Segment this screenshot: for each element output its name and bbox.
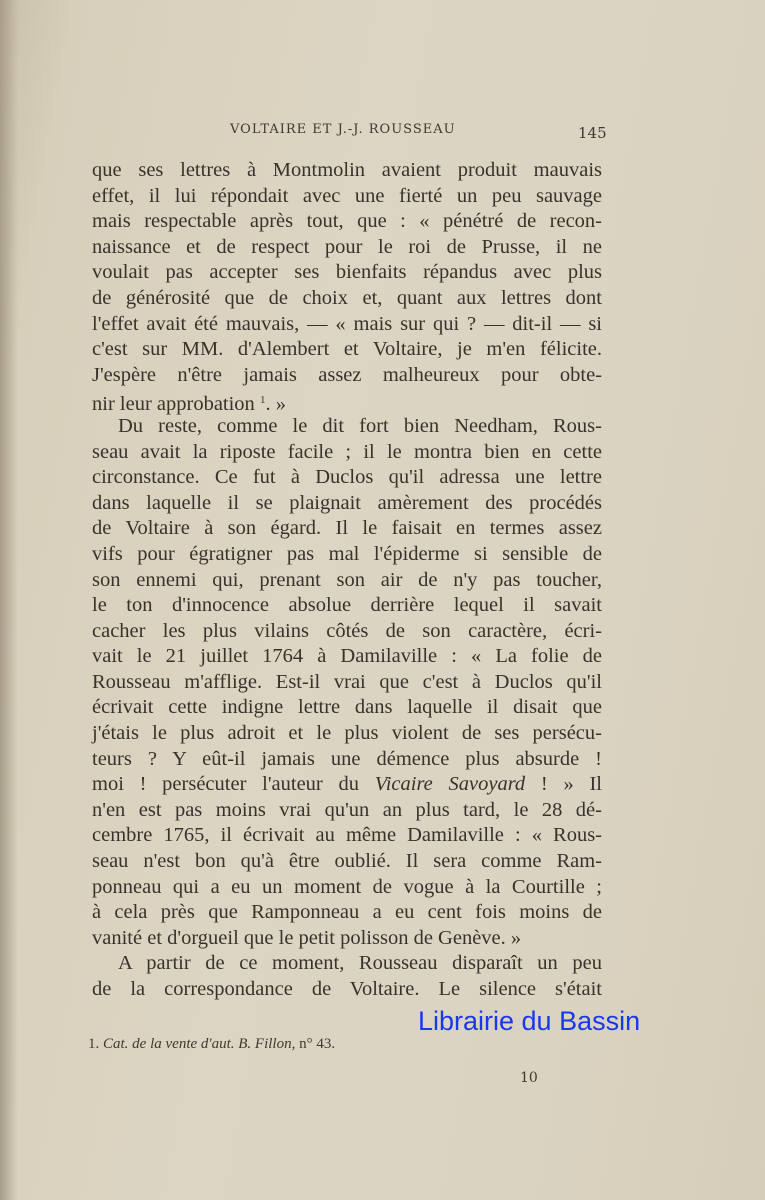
text-line bbox=[92, 670, 602, 696]
text-line bbox=[92, 542, 602, 568]
text-line bbox=[92, 644, 602, 670]
paragraph bbox=[92, 414, 602, 951]
text-line bbox=[92, 593, 602, 619]
text-line bbox=[92, 721, 602, 747]
text-segment: de générosité que de choix et, quant aux lettres dont bbox=[92, 286, 602, 309]
text-line bbox=[92, 900, 602, 926]
text-segment: l'effet avait été mauvais, — « mais sur qui ? — dit-il — si bbox=[92, 312, 602, 335]
text-segment: J'espère n'être jamais assez malheureux pour obte- bbox=[92, 363, 602, 386]
page-gutter-shadow bbox=[0, 0, 18, 1200]
paragraph bbox=[92, 951, 602, 1002]
text-segment: son ennemi qui, prenant son air de n'y pas toucher, bbox=[92, 568, 602, 591]
text-line bbox=[92, 823, 602, 849]
text-line bbox=[92, 414, 602, 440]
text-segment: effet, il lui répondait avec une fierté un peu sauvage bbox=[92, 184, 602, 207]
text-segment: voulait pas accepter ses bienfaits répandus avec plus bbox=[92, 261, 602, 284]
text-segment: ponneau qui a eu un moment de vogue à la Courtille ; bbox=[92, 875, 602, 898]
text-segment: mais respectable après tout, que : « pénétré de recon- bbox=[92, 210, 602, 233]
text-segment: ! » Il bbox=[525, 773, 602, 796]
text-line bbox=[92, 260, 602, 286]
text-line bbox=[92, 158, 602, 184]
text-line bbox=[92, 286, 602, 312]
text-segment: j'étais le plus adroit et le plus violent de ses persécu- bbox=[92, 722, 602, 745]
text-segment: seau avait la riposte facile ; il le montra bien en cette bbox=[92, 440, 602, 463]
text-line bbox=[92, 926, 602, 952]
text-segment: teurs ? Y eût-il jamais une démence plus absurde ! bbox=[92, 747, 602, 770]
text-segment: Rousseau m'afflige. Est-il vrai que c'est à Duclos qu'il bbox=[92, 670, 602, 693]
text-segment: moi ! persécuter l'auteur du bbox=[92, 773, 375, 796]
footnote-source: Cat. de la vente d'aut. B. Fillon, bbox=[103, 1036, 296, 1052]
text-segment: circonstance. Ce fut à Duclos qu'il adressa une lettre bbox=[92, 466, 602, 489]
footnote bbox=[88, 1036, 335, 1053]
text-line bbox=[92, 337, 602, 363]
text-segment: vifs pour égratigner pas mal l'épiderme si sensible de bbox=[92, 542, 602, 565]
signature-mark: 10 bbox=[520, 1070, 538, 1086]
text-segment: naissance et de respect pour le roi de Prusse, il ne bbox=[92, 235, 602, 258]
text-segment: c'est sur MM. d'Alembert et Voltaire, je m'en félicite. bbox=[92, 338, 602, 361]
text-segment: le ton d'innocence absolue derrière lequel il savait bbox=[92, 594, 602, 617]
text-line bbox=[92, 849, 602, 875]
text-segment: de la correspondance de Voltaire. Le silence s'était bbox=[92, 978, 602, 1000]
text-segment: seau n'est bon qu'à être oublié. Il sera comme Ram- bbox=[92, 850, 602, 873]
text-segment: . » bbox=[265, 393, 286, 416]
text-line bbox=[92, 440, 602, 466]
italic-title: Vicaire Savoyard bbox=[374, 773, 526, 796]
text-line bbox=[92, 235, 602, 261]
text-segment: cacher les plus vilains côtés de son caractère, écri- bbox=[92, 619, 602, 642]
text-line bbox=[92, 798, 602, 824]
paragraph bbox=[92, 158, 602, 414]
text-segment: nir leur approbation bbox=[92, 393, 260, 416]
watermark: Librairie du Bassin bbox=[418, 1006, 641, 1036]
text-segment: Du reste, comme le dit fort bien Needham, Rous- bbox=[118, 414, 602, 437]
text-line bbox=[92, 568, 602, 594]
text-line bbox=[92, 465, 602, 491]
text-line bbox=[92, 184, 602, 210]
text-line bbox=[92, 977, 602, 1003]
text-line bbox=[92, 388, 602, 414]
footnote-number: 1. bbox=[88, 1036, 100, 1052]
text-segment: A partir de ce moment, Rousseau disparaît un peu bbox=[118, 952, 602, 975]
text-segment: vait le 21 juillet 1764 à Damilaville : « La folie de bbox=[92, 645, 602, 668]
page-number: 145 bbox=[578, 124, 607, 142]
text-segment: que ses lettres à Montmolin avaient produit mauvais bbox=[92, 159, 602, 181]
text-line bbox=[92, 312, 602, 338]
text-line bbox=[92, 747, 602, 773]
text-line bbox=[92, 491, 602, 517]
text-line bbox=[92, 516, 602, 542]
footnote-ref: n° 43. bbox=[295, 1036, 336, 1052]
text-segment: écrivait cette indigne lettre dans laquelle il disait que bbox=[92, 696, 602, 719]
running-title: VOLTAIRE ET J.-J. ROUSSEAU bbox=[230, 122, 456, 137]
body-text bbox=[92, 158, 602, 1003]
text-line bbox=[92, 772, 602, 798]
text-segment: vanité et d'orgueil que le petit polisson de Genève. » bbox=[92, 926, 522, 949]
text-line bbox=[92, 209, 602, 235]
text-segment: de Voltaire à son égard. Il le faisait en termes assez bbox=[92, 517, 602, 540]
text-segment: n'en est pas moins vrai qu'un an plus tard, le 28 dé- bbox=[92, 798, 602, 821]
text-line bbox=[92, 619, 602, 645]
text-line bbox=[92, 363, 602, 389]
text-segment: à cela près que Ramponneau a eu cent fois moins de bbox=[92, 901, 602, 924]
text-line bbox=[92, 951, 602, 977]
footnote-marker: 1 bbox=[259, 394, 266, 407]
text-line bbox=[92, 875, 602, 901]
text-line bbox=[92, 695, 602, 721]
text-segment: dans laquelle il se plaignait amèrement des procédés bbox=[92, 491, 602, 514]
text-segment: cembre 1765, il écrivait au même Damilaville : « Rous- bbox=[92, 824, 602, 847]
